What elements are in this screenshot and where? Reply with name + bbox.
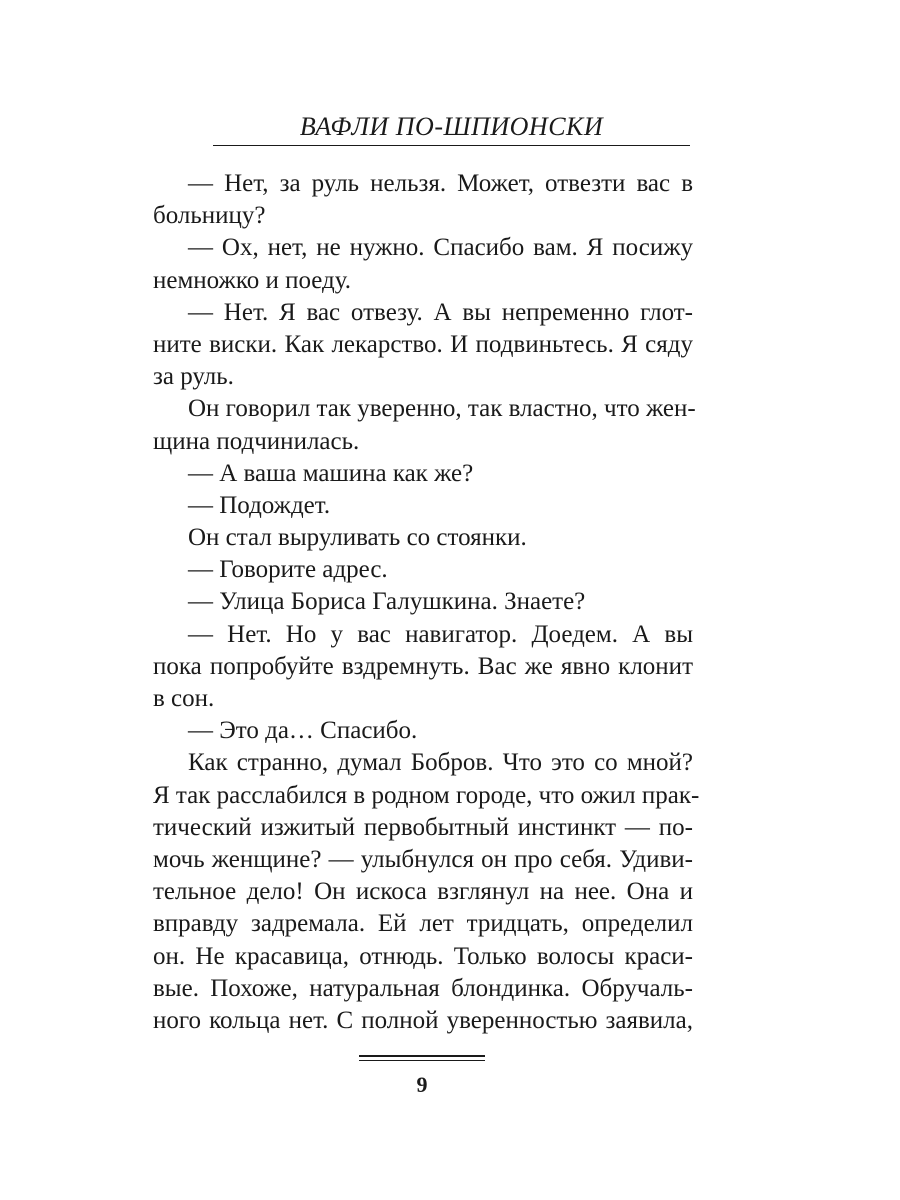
- text-line: — Говорите адрес.: [188, 556, 388, 584]
- header-rule: [213, 145, 690, 146]
- text-line: Как странно, думал Бобров. Что это со мной?: [188, 749, 693, 777]
- text-line: — Улица Бориса Галушкина. Знаете?: [188, 588, 586, 616]
- footer-rule: [359, 1055, 485, 1061]
- page-number: 9: [416, 1072, 428, 1097]
- text-line: за руль.: [153, 363, 234, 391]
- text-line: Он стал выруливать со стоянки.: [188, 524, 527, 552]
- text-line: вые. Похоже, натуральная блондинка. Обручаль-: [153, 974, 693, 1002]
- text-line: Я так расслабился в родном городе, что ожил прак-: [153, 781, 700, 809]
- text-line: — Ох, нет, не нужно. Спасибо вам. Я посижу: [188, 234, 693, 262]
- text-line: — Это да… Спасибо.: [188, 717, 418, 745]
- text-line: — А ваша машина как же?: [188, 459, 474, 487]
- text-line: ните виски. Как лекарство. И подвиньтесь. Я сяду: [153, 330, 693, 358]
- text-line: больницу?: [153, 202, 266, 230]
- text-line: вправду задремала. Ей лет тридцать, определил: [153, 910, 693, 938]
- body-text: [153, 168, 700, 1037]
- text-line: — Подождет.: [188, 491, 331, 519]
- text-line: ного кольца нет. С полной уверенностью заявила,: [153, 1006, 693, 1034]
- text-line: тельное дело! Он искоса взглянул на нее. Она и: [153, 878, 693, 906]
- text-line: немножко и поеду.: [153, 266, 351, 294]
- footer-rule-bottom: [359, 1060, 485, 1061]
- text-line: в сон.: [153, 685, 215, 712]
- text-line: Он говорил так уверенно, так властно, что жен-: [188, 395, 696, 423]
- running-head: ВАФЛИ ПО-ШПИОНСКИ: [299, 112, 604, 141]
- text-line: — Нет, за руль нельзя. Может, отвезти вас в: [188, 170, 693, 197]
- text-line: — Нет. Но у вас навигатор. Доедем. А вы: [188, 620, 693, 648]
- text-line: он. Не красавица, отнюдь. Только волосы краси-: [153, 942, 693, 970]
- text-line: пока попробуйте вздремнуть. Вас же явно клонит: [153, 652, 693, 680]
- text-line: — Нет. Я вас отвезу. А вы непременно глот-: [188, 298, 693, 326]
- text-line: щина подчинилась.: [153, 427, 360, 455]
- footer-rule-top: [359, 1055, 485, 1057]
- text-line: тический изжитый первобытный инстинкт — по-: [153, 813, 693, 841]
- text-line: мочь женщине? — улыбнулся он про себя. Удиви-: [153, 845, 693, 873]
